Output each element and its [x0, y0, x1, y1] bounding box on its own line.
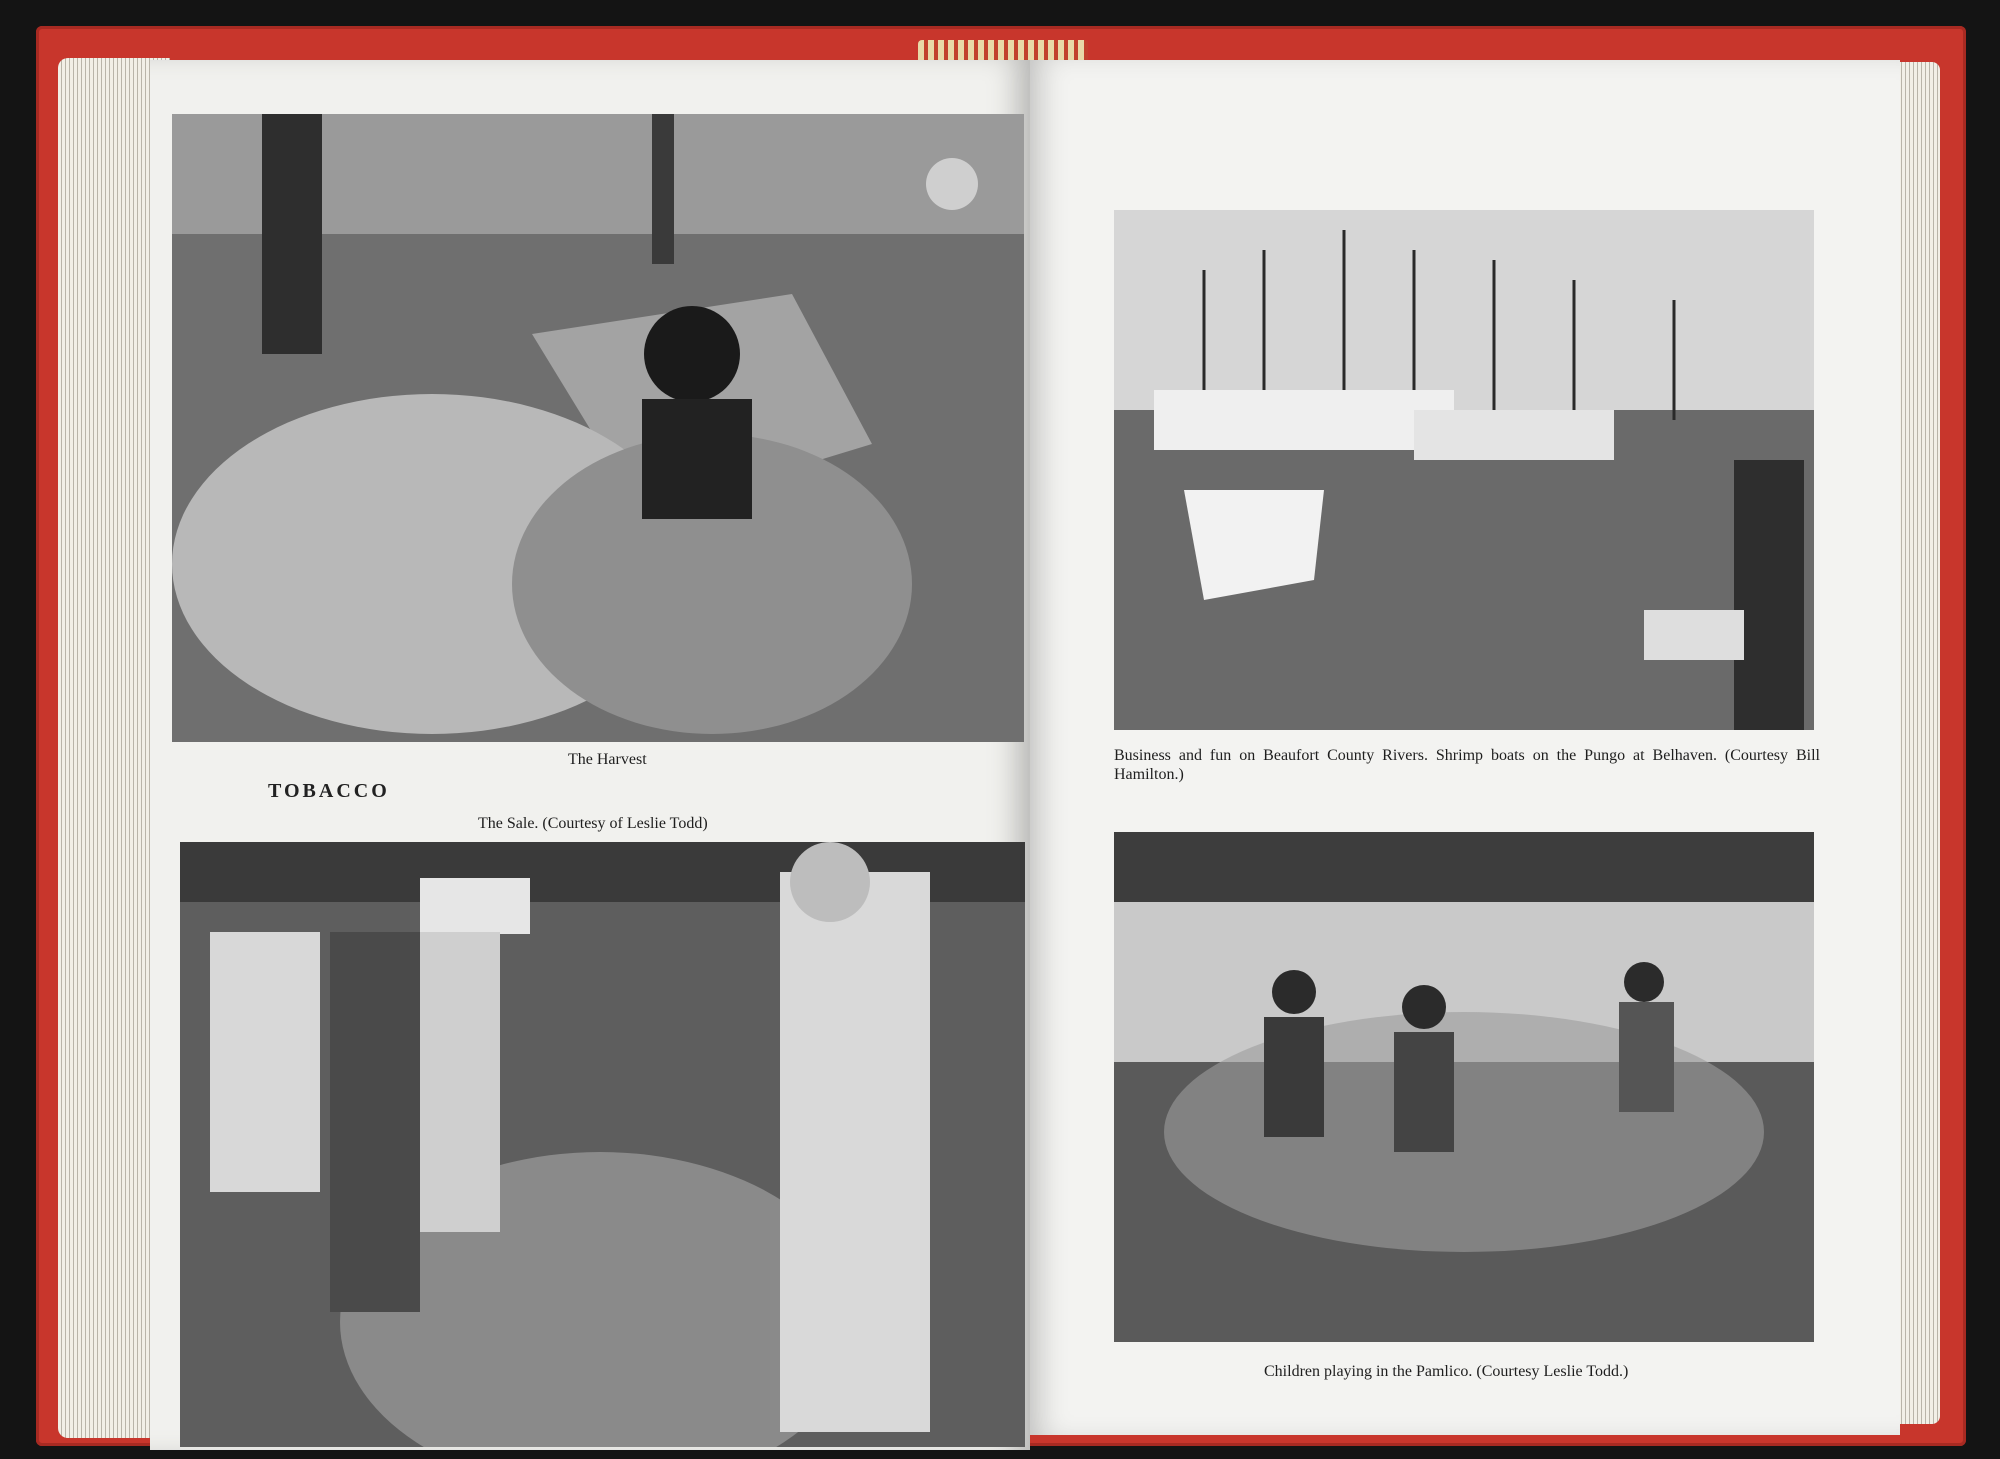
- sale-photo: [180, 842, 1025, 1447]
- sale-caption: The Sale. (Courtesy of Leslie Todd): [478, 815, 708, 832]
- children-caption: Children playing in the Pamlico. (Courtesy Leslie Todd.): [1264, 1363, 1629, 1380]
- shrimp-boats-photo: [1114, 210, 1814, 730]
- harvest-caption: The Harvest: [568, 751, 647, 768]
- left-page: [150, 60, 1030, 1450]
- children-playing-photo: [1114, 832, 1814, 1342]
- harvest-photo: [172, 114, 1024, 742]
- section-heading-tobacco: TOBACCO: [268, 780, 390, 802]
- right-page: [1030, 60, 1900, 1435]
- boats-caption: Business and fun on Beaufort County Rivers. Shrimp boats on the Pungo at Belhaven. (Courtesy Bill Hamilton.): [1114, 747, 1820, 783]
